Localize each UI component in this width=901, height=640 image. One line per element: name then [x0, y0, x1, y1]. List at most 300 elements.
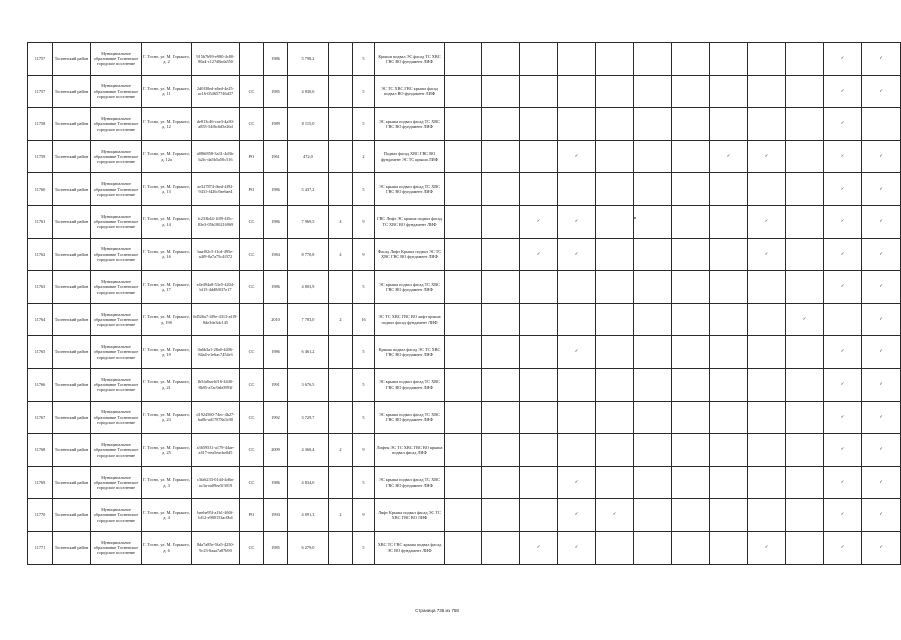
check-mark-icon: ✓	[748, 140, 786, 173]
cell-works: ЭС ТС ХВС ГВС ВО лифт крыша подвал фасад фундамент ЛИФ	[375, 303, 445, 336]
empty-cell	[445, 531, 482, 564]
cell-area: 4 830,6	[288, 75, 329, 108]
check-mark-icon: ✓	[862, 238, 901, 271]
empty-cell	[786, 336, 824, 369]
empty-cell	[634, 140, 672, 173]
table-body	[28, 43, 901, 565]
cell-status: СС	[240, 368, 264, 401]
cell-area: 3 729,7	[288, 401, 329, 434]
empty-cell	[520, 108, 558, 141]
cell-c2: 5	[353, 336, 375, 369]
table-row	[28, 466, 901, 499]
cell-id: 11771	[28, 531, 53, 564]
cell-guid: fb5fa8aa-bf16-4440-8b95-a7ac9ab0993f	[192, 368, 240, 401]
cell-c2: 9	[353, 238, 375, 271]
check-mark-icon: ✓	[558, 499, 596, 532]
table-row	[28, 271, 901, 304]
empty-cell	[482, 108, 520, 141]
empty-cell	[596, 368, 634, 401]
cell-settlement: Муниципальное образование Тосненское городское поселение	[91, 434, 142, 467]
empty-cell	[786, 205, 824, 238]
cell-id: 11766	[28, 368, 53, 401]
cell-status: СС	[240, 271, 264, 304]
empty-cell	[710, 499, 748, 532]
cell-address: Г. Тосно, ул. М. Горького, д. 13	[142, 173, 192, 206]
empty-cell	[445, 238, 482, 271]
table-row	[28, 43, 901, 76]
empty-cell	[786, 238, 824, 271]
empty-cell	[710, 434, 748, 467]
cell-guid: e4e494a8-53e5-4204-bf15-4dd8f037e17	[192, 271, 240, 304]
empty-cell	[748, 401, 786, 434]
cell-guid: ae327874-fbed-4f92-9431-f426c9ae6ae4	[192, 173, 240, 206]
check-mark-icon: ✓	[824, 271, 862, 304]
cell-settlement: Муниципальное образование Тосненское городское поселение	[91, 499, 142, 532]
empty-cell	[445, 434, 482, 467]
cell-guid: baaf02c5-f1cd-495e-a4f9-0a7a75c4f372	[192, 238, 240, 271]
empty-cell	[710, 238, 748, 271]
empty-cell	[672, 205, 710, 238]
empty-cell	[634, 173, 672, 206]
cell-c2: 9	[353, 205, 375, 238]
cell-district: Тосненский район	[53, 466, 91, 499]
cell-id: 11760	[28, 173, 53, 206]
empty-cell	[445, 466, 482, 499]
cell-status: СС	[240, 205, 264, 238]
cell-district: Тосненский район	[53, 75, 91, 108]
empty-cell	[672, 466, 710, 499]
empty-cell	[482, 75, 520, 108]
table-row	[28, 205, 901, 238]
empty-cell	[596, 75, 634, 108]
cell-works: Крыши подвал ЭС фасад ТС ХВС ГВС ВО фундамент ЛИФ	[375, 43, 445, 76]
check-mark-icon: ✓	[558, 140, 596, 173]
check-mark-icon: ✓	[824, 368, 862, 401]
cell-status: СС	[240, 434, 264, 467]
cell-status: СС	[240, 75, 264, 108]
cell-district: Тосненский район	[53, 238, 91, 271]
empty-cell	[672, 75, 710, 108]
cell-c2: 9	[353, 499, 375, 532]
cell-year: 1986	[264, 43, 288, 76]
empty-cell	[672, 303, 710, 336]
empty-cell	[445, 303, 482, 336]
cell-guid: a886f858-3a31-4d3b-b2fc-da5b5a50c516	[192, 140, 240, 173]
cell-settlement: Муниципальное образование Тосненское городское поселение	[91, 531, 142, 564]
empty-cell	[445, 108, 482, 141]
cell-c2: 5	[353, 466, 375, 499]
cell-guid: 0a6b3a1-28a0-4406-84a4-e1e6ac7454e3	[192, 336, 240, 369]
empty-cell	[558, 173, 596, 206]
cell-c1	[329, 173, 353, 206]
check-mark-icon: ✓	[520, 205, 558, 238]
cell-address: Г. Тосно, ул. М. Горького, д. 25	[142, 434, 192, 467]
check-mark-icon: ✓	[824, 434, 862, 467]
cell-c1: 2	[329, 499, 353, 532]
cell-area: 5 437,2	[288, 173, 329, 206]
check-mark-icon: ✓	[558, 238, 596, 271]
empty-cell	[710, 368, 748, 401]
cell-status: СС	[240, 401, 264, 434]
cell-address: Г. Тосно, ул. М. Горького, д. 12а	[142, 140, 192, 173]
empty-cell	[672, 108, 710, 141]
cell-status: СС	[240, 238, 264, 271]
cell-settlement: Муниципальное образование Тосненское городское поселение	[91, 108, 142, 141]
empty-cell	[520, 140, 558, 173]
cell-id: 11767	[28, 401, 53, 434]
cell-settlement: Муниципальное образование Тосненское городское поселение	[91, 303, 142, 336]
cell-guid: de813c46-cae3-4a30-a855-54f6c6d5e26d	[192, 108, 240, 141]
table-row	[28, 434, 901, 467]
cell-id: 11757	[28, 43, 53, 76]
cell-district: Тосненский район	[53, 368, 91, 401]
empty-cell	[596, 173, 634, 206]
empty-cell	[596, 140, 634, 173]
empty-cell	[634, 303, 672, 336]
cell-id: 11764	[28, 303, 53, 336]
cell-district: Тосненский район	[53, 43, 91, 76]
empty-cell	[596, 434, 634, 467]
cell-year: 1986	[264, 205, 288, 238]
cell-id: 11757	[28, 75, 53, 108]
cell-district: Тосненский район	[53, 499, 91, 532]
check-mark-icon: ✓	[862, 499, 901, 532]
cell-c1: 4	[329, 205, 353, 238]
empty-cell	[558, 75, 596, 108]
cell-c2: 16	[353, 303, 375, 336]
check-mark-icon: ✓	[824, 401, 862, 434]
table-row	[28, 173, 901, 206]
cell-district: Тосненский район	[53, 140, 91, 173]
check-mark-icon: ✓	[862, 303, 901, 336]
empty-cell	[482, 140, 520, 173]
empty-cell	[786, 108, 824, 141]
cell-c1	[329, 75, 353, 108]
empty-cell	[710, 303, 748, 336]
empty-cell	[596, 271, 634, 304]
cell-settlement: Муниципальное образование Тосненское городское поселение	[91, 401, 142, 434]
check-mark-icon: ✓	[862, 205, 901, 238]
cell-address: Г. Тосно, ул. М. Горького, д. 3	[142, 466, 192, 499]
cell-address: Г. Тосно, ул. М. Горького, д. 19	[142, 336, 192, 369]
empty-cell	[710, 173, 748, 206]
cell-settlement: Муниципальное образование Тосненское городское поселение	[91, 140, 142, 173]
cell-address: Г. Тосно, ул. М. Горького, д. 21	[142, 368, 192, 401]
cell-id: 11768	[28, 434, 53, 467]
empty-cell	[596, 336, 634, 369]
cell-area: 6 461,2	[288, 336, 329, 369]
cell-district: Тосненский район	[53, 271, 91, 304]
empty-cell	[634, 368, 672, 401]
cell-works: Крыша подвал фасад ЭС ТС ХВС ГВС ВО фундамент ЛИФ	[375, 336, 445, 369]
cell-district: Тосненский район	[53, 173, 91, 206]
check-mark-icon: ✓	[558, 531, 596, 564]
empty-cell	[482, 205, 520, 238]
empty-cell	[634, 336, 672, 369]
empty-cell	[482, 336, 520, 369]
empty-cell	[786, 43, 824, 76]
cell-area: 7 969,5	[288, 205, 329, 238]
cell-status: СС	[240, 531, 264, 564]
empty-cell	[634, 271, 672, 304]
cell-status	[240, 43, 264, 76]
empty-cell	[748, 303, 786, 336]
empty-cell	[520, 43, 558, 76]
page-footer: Страница 736 из 758	[415, 608, 459, 613]
table-row	[28, 238, 901, 271]
cell-year: 1984	[264, 238, 288, 271]
cell-status: СС	[240, 108, 264, 141]
check-mark-icon: ✓	[824, 43, 862, 76]
cell-works: ЭС крыша подвал фасад ТС ХВС ГВС ВО фундамент ЛИФ	[375, 271, 445, 304]
check-mark-icon: ✓	[862, 173, 901, 206]
cell-settlement: Муниципальное образование Тосненское городское поселение	[91, 238, 142, 271]
cell-address: Г. Тосно, ул. М. Горького, д. 12	[142, 108, 192, 141]
empty-cell	[748, 499, 786, 532]
check-mark-icon: ✓	[862, 368, 901, 401]
empty-cell	[710, 43, 748, 76]
empty-cell	[445, 401, 482, 434]
cell-guid: 2d0f30ed-a6ed-4e25-ac16-054657746d37	[192, 75, 240, 108]
cell-works: Лифт Крыша подвал фасад ЭС ТС ХВС ГВС ВО ЛИФ	[375, 499, 445, 532]
check-mark-icon: ✓	[824, 499, 862, 532]
empty-cell	[672, 43, 710, 76]
cell-year: 1986	[264, 336, 288, 369]
check-mark-icon: ✓	[596, 499, 634, 532]
table-row	[28, 401, 901, 434]
cell-status: СС	[240, 466, 264, 499]
cell-c1	[329, 336, 353, 369]
scan-speck	[634, 217, 636, 219]
cell-address: Г. Тосно, ул. М. Горького, д. 23	[142, 401, 192, 434]
cell-area: 7 783,0	[288, 303, 329, 336]
table-row	[28, 531, 901, 564]
empty-cell	[634, 238, 672, 271]
empty-cell	[482, 401, 520, 434]
empty-cell	[520, 303, 558, 336]
cell-c1	[329, 466, 353, 499]
empty-cell	[634, 108, 672, 141]
check-mark-icon: ✓	[520, 531, 558, 564]
check-mark-icon: ✓	[824, 173, 862, 206]
empty-cell	[482, 43, 520, 76]
cell-works: Подвал фасад ХВС ГВС ВО фундамент ЭС ТС крыша ЛИФ	[375, 140, 445, 173]
cell-guid: 6d526a7-4f9e-4313-af19-8de3de3dc145	[192, 303, 240, 336]
cell-works: ЭС ТС ХВС ГВС крыша фасад подвал ВО фундамент ЛИФ	[375, 75, 445, 108]
cell-id: 11758	[28, 108, 53, 141]
cell-address: Г. Тосно, ул. М. Горького, д. 17	[142, 271, 192, 304]
cell-works: ГВС Лифт ЭС крыша подвал фасад ТС ХВС ВО фундамент ЛИФ	[375, 205, 445, 238]
check-mark-icon: ✓	[748, 238, 786, 271]
empty-cell	[445, 43, 482, 76]
cell-c1: 2	[329, 434, 353, 467]
housing-register-table	[27, 42, 901, 565]
table-row	[28, 108, 901, 141]
cell-area: 4 834,0	[288, 466, 329, 499]
check-mark-icon: ✓	[824, 108, 862, 141]
empty-cell	[482, 368, 520, 401]
cell-settlement: Муниципальное образование Тосненское городское поселение	[91, 43, 142, 76]
cell-status: РО	[240, 499, 264, 532]
empty-cell	[748, 466, 786, 499]
empty-cell	[520, 368, 558, 401]
cell-area: 5 798,2	[288, 43, 329, 76]
empty-cell	[748, 108, 786, 141]
cell-works: Лифты ЭС ТС ХВС ГВС ВО крыша подвал фасад ЛИФ	[375, 434, 445, 467]
check-mark-icon: ✓	[824, 205, 862, 238]
empty-cell	[672, 434, 710, 467]
cell-address: Г. Тосно, ул. М. Горького, д. 4	[142, 499, 192, 532]
cell-address: Г. Тосно, ул. М. Горького, д. 19б	[142, 303, 192, 336]
cell-id: 11762	[28, 238, 53, 271]
empty-cell	[445, 368, 482, 401]
cell-settlement: Муниципальное образование Тосненское городское поселение	[91, 173, 142, 206]
table-row	[28, 368, 901, 401]
cell-settlement: Муниципальное образование Тосненское городское поселение	[91, 271, 142, 304]
empty-cell	[710, 336, 748, 369]
cell-area: 4 360,4	[288, 434, 329, 467]
cell-c2: 5	[353, 401, 375, 434]
empty-cell	[786, 401, 824, 434]
empty-cell	[520, 401, 558, 434]
cell-works: ЭС крыша подвал фасад ТС ХВС ГВС ВО фундамент ЛИФ	[375, 173, 445, 206]
cell-c2: 2	[353, 140, 375, 173]
cell-district: Тосненский район	[53, 303, 91, 336]
cell-status: РО	[240, 140, 264, 173]
cell-id: 11759	[28, 140, 53, 173]
cell-area: 8 115,0	[288, 108, 329, 141]
empty-cell	[786, 368, 824, 401]
cell-district: Тосненский район	[53, 205, 91, 238]
cell-district: Тосненский район	[53, 434, 91, 467]
cell-works: ХВС ТС ГВС крыша подвал фасад ЭС ВО фундамент ЛИФ	[375, 531, 445, 564]
cell-area: 8 770,8	[288, 238, 329, 271]
cell-c1	[329, 108, 353, 141]
cell-area: 4 091,3	[288, 499, 329, 532]
empty-cell	[634, 499, 672, 532]
empty-cell	[445, 75, 482, 108]
cell-year: 2009	[264, 434, 288, 467]
cell-guid: 915b7b99-e980-4c80-80a4-c127d8eda550	[192, 43, 240, 76]
empty-cell	[786, 531, 824, 564]
cell-address: Г. Тосно, ул. М. Горького, д. 14	[142, 205, 192, 238]
empty-cell	[672, 140, 710, 173]
cell-c2: 5	[353, 368, 375, 401]
cell-id: 11769	[28, 466, 53, 499]
check-mark-icon: ✓	[824, 140, 862, 173]
check-mark-icon: ✓	[824, 75, 862, 108]
cell-guid: a3659531-a179-44ae-a417-eea5eacbe0d5	[192, 434, 240, 467]
empty-cell	[634, 434, 672, 467]
empty-cell	[445, 271, 482, 304]
cell-guid: c3fa6233-01d4-4d6a-ac3a-ea09ee5f3019	[192, 466, 240, 499]
empty-cell	[445, 336, 482, 369]
cell-address: Г. Тосно, ул. М. Горького, д. 2	[142, 43, 192, 76]
empty-cell	[672, 336, 710, 369]
empty-cell	[672, 401, 710, 434]
cell-guid: beebe95f-a1b1-460f-bf12-e980153ac0b4	[192, 499, 240, 532]
check-mark-icon: ✓	[862, 466, 901, 499]
empty-cell	[558, 303, 596, 336]
cell-works: ЭС крыша подвал фасад ТС ХВС ГВС ВО фундамент ЛИФ	[375, 368, 445, 401]
check-mark-icon: ✓	[558, 336, 596, 369]
empty-cell	[520, 466, 558, 499]
empty-cell	[596, 303, 634, 336]
empty-cell	[558, 108, 596, 141]
empty-cell	[445, 205, 482, 238]
empty-cell	[672, 271, 710, 304]
cell-area: 472,0	[288, 140, 329, 173]
empty-cell	[748, 173, 786, 206]
empty-cell	[786, 499, 824, 532]
empty-cell	[596, 108, 634, 141]
cell-c2: 5	[353, 173, 375, 206]
empty-cell	[596, 466, 634, 499]
empty-cell	[596, 531, 634, 564]
empty-cell	[786, 466, 824, 499]
cell-c2: 9	[353, 434, 375, 467]
cell-guid: fc233b44-1f09-4f5c-83e3-05b180216969	[192, 205, 240, 238]
cell-area: 6 279,0	[288, 531, 329, 564]
cell-address: Г. Тосно, ул. М. Горького, д. 6	[142, 531, 192, 564]
cell-district: Тосненский район	[53, 401, 91, 434]
empty-cell	[862, 108, 901, 141]
check-mark-icon: ✓	[786, 303, 824, 336]
empty-cell	[482, 434, 520, 467]
cell-c2: 5	[353, 43, 375, 76]
empty-cell	[482, 531, 520, 564]
empty-cell	[634, 205, 672, 238]
cell-year: 1985	[264, 75, 288, 108]
empty-cell	[558, 368, 596, 401]
check-mark-icon: ✓	[824, 336, 862, 369]
cell-c1	[329, 43, 353, 76]
empty-cell	[482, 466, 520, 499]
table-row	[28, 336, 901, 369]
empty-cell	[445, 499, 482, 532]
empty-cell	[520, 499, 558, 532]
cell-year: 1986	[264, 466, 288, 499]
empty-cell	[482, 303, 520, 336]
check-mark-icon: ✓	[862, 43, 901, 76]
empty-cell	[748, 43, 786, 76]
empty-cell	[748, 271, 786, 304]
empty-cell	[748, 434, 786, 467]
cell-year: 1992	[264, 401, 288, 434]
check-mark-icon: ✓	[862, 531, 901, 564]
cell-year: 1994	[264, 499, 288, 532]
cell-status	[240, 303, 264, 336]
table-row	[28, 499, 901, 532]
cell-works: ЭС крыша подвал фасад ТС ХВС ГВС ВО фундамент ЛИФ	[375, 401, 445, 434]
empty-cell	[824, 303, 862, 336]
empty-cell	[710, 75, 748, 108]
check-mark-icon: ✓	[710, 140, 748, 173]
cell-id: 11770	[28, 499, 53, 532]
cell-c2: 5	[353, 271, 375, 304]
cell-c1: 4	[329, 238, 353, 271]
empty-cell	[445, 173, 482, 206]
check-mark-icon: ✓	[824, 466, 862, 499]
empty-cell	[520, 75, 558, 108]
cell-status: РО	[240, 173, 264, 206]
cell-district: Тосненский район	[53, 108, 91, 141]
check-mark-icon: ✓	[558, 466, 596, 499]
empty-cell	[748, 75, 786, 108]
cell-area: 4 803,9	[288, 271, 329, 304]
cell-district: Тосненский район	[53, 531, 91, 564]
cell-status: СС	[240, 336, 264, 369]
